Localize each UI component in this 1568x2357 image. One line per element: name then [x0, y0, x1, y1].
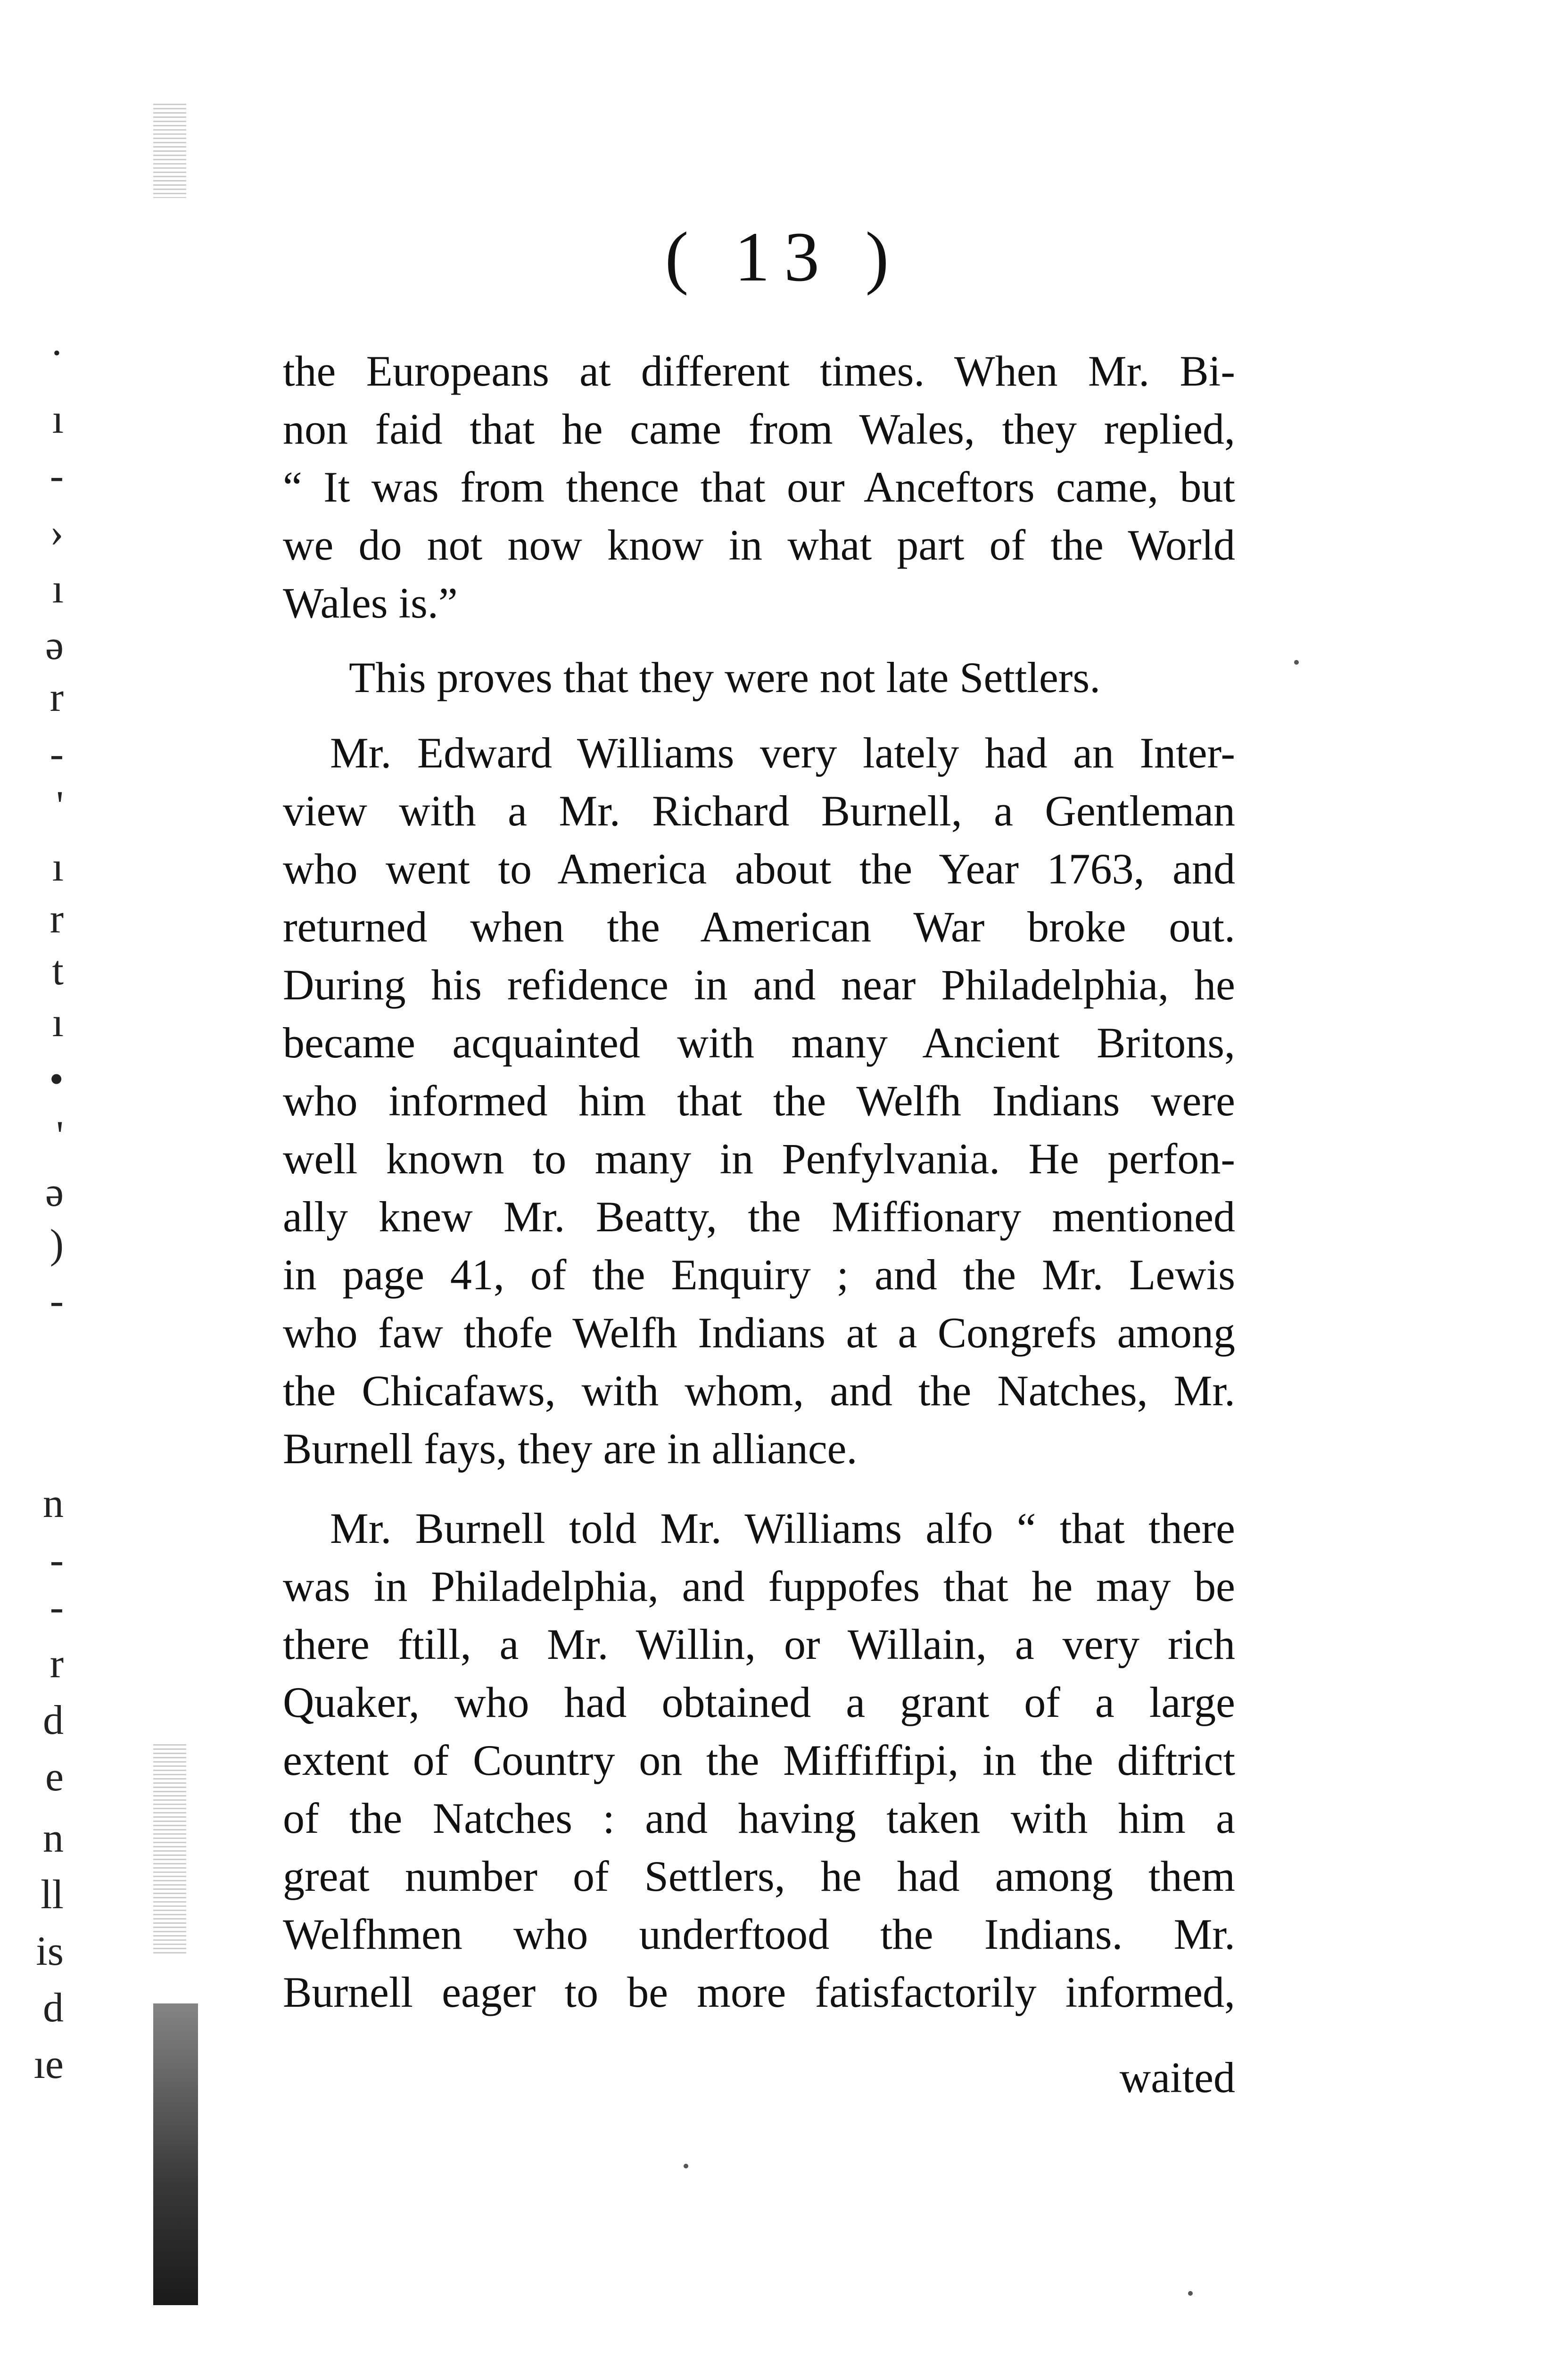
margin-fragment: r — [50, 896, 64, 942]
margin-fragment: ı — [52, 396, 64, 442]
text-line: well known to many in Penfylvania. He perfon- — [283, 1135, 1235, 1183]
text-line: This proves that they were not late Settlers. — [349, 653, 1101, 701]
margin-fragment: ) — [50, 1221, 64, 1267]
text-line: returned when the American War broke out. — [283, 903, 1235, 951]
margin-fragment: ı — [52, 566, 64, 612]
text-line: non faid that he came from Wales, they replied, — [283, 405, 1235, 453]
text-line: the Europeans at different times. When Mr. Bi- — [283, 347, 1235, 395]
margin-fragment: ə — [45, 623, 64, 668]
gutter-shadow-top — [153, 104, 186, 198]
gutter-shadow-middle — [153, 1744, 186, 1956]
margin-fragment: d — [43, 1698, 64, 1743]
margin-fragment: › — [50, 510, 64, 555]
text-line: was in Philadelphia, and fuppofes that he may be — [283, 1562, 1235, 1610]
gutter-shadow-bottom — [153, 2003, 198, 2305]
text-line: who informed him that the Welfh Indians were — [283, 1077, 1235, 1125]
margin-fragment: - — [50, 1584, 64, 1630]
text-line: there ftill, a Mr. Willin, or Willain, a very rich — [283, 1620, 1235, 1668]
text-line: great number of Settlers, he had among them — [283, 1852, 1235, 1900]
margin-fragment: - — [50, 1278, 64, 1324]
paper-speck — [684, 2164, 688, 2168]
text-line: “ It was from thence that our Anceftors came, but — [283, 463, 1235, 511]
page-number: ( 13 ) — [665, 218, 903, 296]
text-line: who faw thofe Welfh Indians at a Congrefs among — [283, 1309, 1235, 1357]
text-line: Mr. Burnell told Mr. Williams alfo “ that there — [330, 1504, 1235, 1552]
margin-fragment: n — [43, 1481, 64, 1526]
margin-fragment: - — [50, 453, 64, 499]
margin-fragment: ' — [56, 783, 64, 829]
text-line: Burnell fays, they are in alliance. — [283, 1425, 858, 1473]
paper-speck — [1294, 660, 1299, 665]
catchword: waited — [1119, 2053, 1235, 2102]
margin-fragment: is — [36, 1928, 64, 1974]
margin-fragment: r — [50, 675, 64, 720]
text-line: Quaker, who had obtained a grant of a large — [283, 1678, 1235, 1726]
margin-fragment: · — [50, 330, 64, 376]
margin-fragment: r — [50, 1641, 64, 1687]
text-line: became acquainted with many Ancient Britons, — [283, 1019, 1235, 1067]
paper-speck — [1188, 2291, 1193, 2296]
margin-fragment: ' — [56, 1113, 64, 1159]
text-line: ally knew Mr. Beatty, the Miffionary mentioned — [283, 1193, 1235, 1241]
text-line: who went to America about the Year 1763, and — [283, 845, 1235, 893]
margin-fragment: ıe — [33, 2042, 64, 2087]
margin-fragment: d — [43, 1985, 64, 2031]
margin-fragment: - — [50, 731, 64, 777]
text-line: in page 41, of the Enquiry ; and the Mr. Lewis — [283, 1251, 1235, 1299]
text-line: view with a Mr. Richard Burnell, a Gentleman — [283, 787, 1235, 835]
margin-fragment: ı — [52, 1000, 64, 1046]
text-line: extent of Country on the Miffiffipi, in the diftrict — [283, 1736, 1235, 1784]
margin-fragment: n — [43, 1815, 64, 1861]
margin-fragment: ə — [45, 1170, 64, 1215]
text-line: Welfhmen who underftood the Indians. Mr. — [283, 1910, 1235, 1958]
margin-fragment: ı — [52, 844, 64, 890]
text-line: we do not now know in what part of the World — [283, 521, 1235, 569]
text-line: of the Natches : and having taken with him a — [283, 1794, 1235, 1842]
text-line: Burnell eager to be more fatisfactorily informed, — [283, 1968, 1235, 2016]
margin-fragment: ll — [41, 1872, 64, 1918]
text-line: During his refidence in and near Philadelphia, he — [283, 961, 1235, 1009]
text-line: the Chicafaws, with whom, and the Natches, Mr. — [283, 1367, 1235, 1415]
margin-fragment: e — [45, 1754, 64, 1800]
margin-fragment: - — [50, 1537, 64, 1583]
text-line: Wales is.” — [283, 579, 458, 627]
margin-fragment: t — [52, 948, 64, 994]
text-line: Mr. Edward Williams very lately had an Inter- — [330, 729, 1235, 777]
margin-fragment: • — [49, 1056, 64, 1102]
